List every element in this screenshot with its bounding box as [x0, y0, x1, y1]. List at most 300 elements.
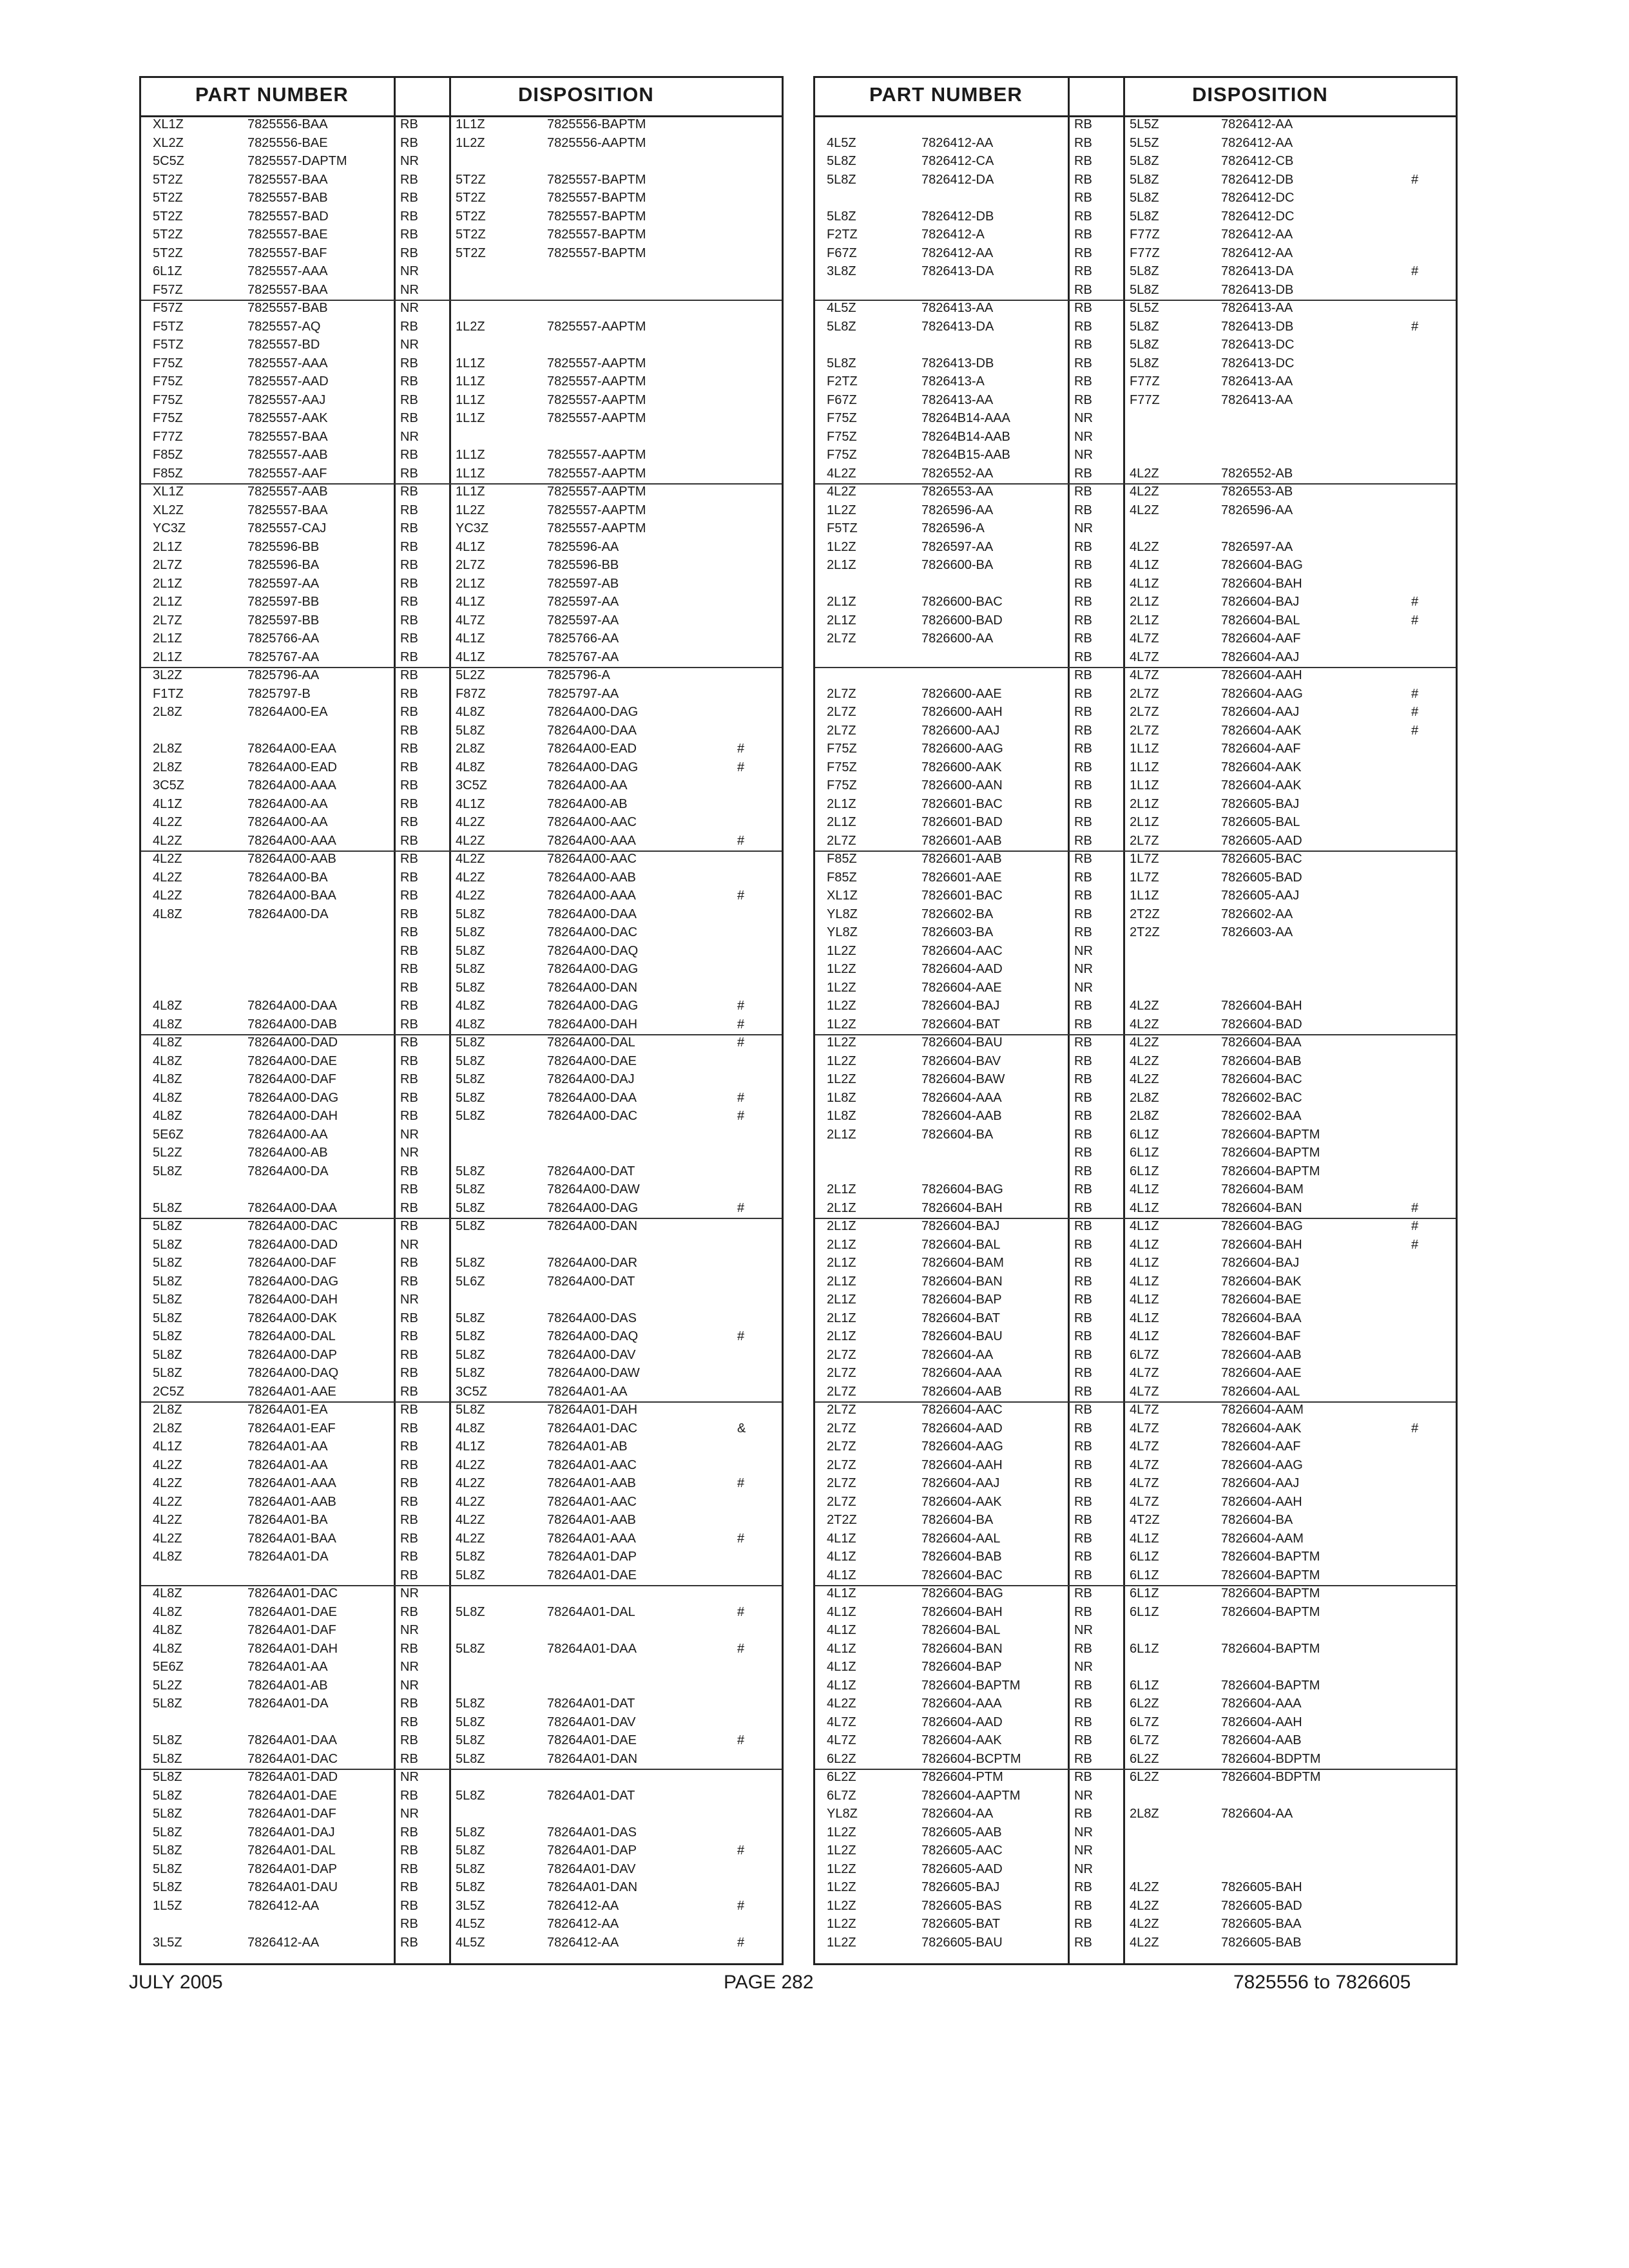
new-prefix-cell: 5L8Z: [456, 1843, 485, 1858]
code-cell: RB: [400, 907, 418, 921]
code-cell: RB: [1074, 319, 1092, 334]
part-number-cell: 7826597-AA: [921, 539, 994, 554]
table-row: [141, 1109, 782, 1124]
code-cell: RB: [400, 1715, 418, 1729]
part-number-cell: 7826604-AA: [921, 1807, 994, 1821]
new-prefix-cell: 3L5Z: [456, 1898, 485, 1913]
footer-date: JULY 2005: [129, 1972, 223, 1993]
new-part-number-cell: 7826605-BAB: [1221, 1935, 1302, 1950]
new-prefix-cell: 4L7Z: [1130, 668, 1159, 682]
part-number-cell: 78264A01-DAD: [247, 1770, 338, 1784]
note-cell: #: [1411, 172, 1419, 187]
new-prefix-cell: 4L2Z: [456, 1531, 485, 1546]
new-prefix-cell: 4L1Z: [456, 649, 485, 664]
footer-page-number: PAGE 282: [724, 1972, 814, 1993]
table-row: [815, 173, 1456, 187]
new-prefix-cell: 4L1Z: [1130, 1256, 1159, 1270]
new-part-number-cell: 7826604-AA: [1221, 1807, 1293, 1821]
new-prefix-cell: 2L7Z: [1130, 723, 1159, 738]
new-part-number-cell: 7826604-BAG: [1221, 558, 1303, 572]
code-cell: RB: [400, 227, 418, 242]
part-number-cell: 7825767-AA: [247, 649, 320, 664]
new-prefix-cell: 5L8Z: [456, 723, 485, 738]
new-prefix-cell: 5L8Z: [456, 1604, 485, 1619]
part-number-cell: 7825597-BB: [247, 595, 320, 609]
table-row: [141, 1035, 782, 1050]
part-number-cell: 7825557-BAB: [247, 191, 328, 205]
part-number-cell: 7826604-AAG: [921, 1439, 1003, 1454]
note-cell: #: [1411, 264, 1419, 278]
new-part-number-cell: 7826412-DB: [1221, 172, 1294, 187]
prefix-cell: F1TZ: [153, 686, 184, 701]
part-number-cell: 7826604-AAD: [921, 962, 1003, 976]
note-cell: #: [1411, 613, 1419, 628]
new-prefix-cell: 4L2Z: [1130, 1072, 1159, 1086]
prefix-cell: 1L2Z: [827, 503, 856, 517]
new-part-number-cell: 7826412-AA: [1221, 245, 1293, 260]
code-cell: NR: [1074, 1861, 1093, 1876]
new-part-number-cell: 7826604-BAH: [1221, 999, 1302, 1013]
code-cell: RB: [1074, 1164, 1092, 1178]
prefix-cell: F5TZ: [153, 338, 184, 352]
new-part-number-cell: 78264A00-DAA: [547, 723, 637, 738]
new-prefix-cell: 4L7Z: [1130, 1457, 1159, 1472]
part-number-cell: 7826412-DA: [921, 172, 994, 187]
new-part-number-cell: 7826604-BAA: [1221, 1035, 1302, 1050]
code-cell: RB: [400, 558, 418, 572]
new-prefix-cell: 5L8Z: [456, 1109, 485, 1123]
table-row: [141, 1825, 782, 1840]
new-part-number-cell: 7826605-AAJ: [1221, 889, 1300, 903]
prefix-cell: 4L1Z: [827, 1623, 856, 1637]
new-prefix-cell: 6L1Z: [1130, 1586, 1159, 1600]
new-part-number-cell: 7826604-BAH: [1221, 576, 1302, 591]
part-number-cell: 7825557-BAF: [247, 245, 327, 260]
new-prefix-cell: 4L5Z: [456, 1917, 485, 1931]
table-row: [815, 1899, 1456, 1914]
code-cell: RB: [1074, 503, 1092, 517]
note-cell: #: [737, 1200, 745, 1215]
table-row: [141, 1072, 782, 1087]
code-cell: RB: [400, 742, 418, 756]
code-cell: RB: [400, 1329, 418, 1343]
table-row: [141, 1623, 782, 1638]
table-row: [141, 1329, 782, 1344]
new-prefix-cell: 2T2Z: [1130, 907, 1160, 921]
new-prefix-cell: 6L1Z: [1130, 1164, 1159, 1178]
new-prefix-cell: 1L1Z: [456, 356, 485, 370]
table-row: [815, 650, 1456, 665]
code-cell: NR: [400, 1237, 419, 1252]
new-part-number-cell: 78264A01-DAV: [547, 1861, 636, 1876]
prefix-cell: 1L2Z: [827, 1861, 856, 1876]
new-prefix-cell: 5L8Z: [456, 1788, 485, 1803]
part-number-cell: 7825557-BD: [247, 338, 320, 352]
table-row: [141, 815, 782, 830]
code-cell: NR: [1074, 1660, 1093, 1674]
new-part-number-cell: 7826604-AAM: [1221, 1403, 1304, 1417]
code-cell: RB: [1074, 1733, 1092, 1747]
prefix-cell: YL8Z: [827, 907, 858, 921]
code-cell: RB: [1074, 1494, 1092, 1509]
code-cell: RB: [400, 576, 418, 591]
part-number-cell: 7825557-AAB: [247, 448, 328, 462]
new-part-number-cell: 78264A00-DAQ: [547, 1329, 639, 1343]
table-row: [141, 668, 782, 683]
code-cell: NR: [1074, 521, 1093, 535]
prefix-cell: F67Z: [827, 392, 857, 407]
prefix-cell: 4L1Z: [827, 1641, 856, 1656]
prefix-cell: 1L2Z: [827, 1898, 856, 1913]
note-cell: #: [737, 742, 745, 756]
new-part-number-cell: 78264A00-AAC: [547, 815, 637, 829]
new-prefix-cell: 4L1Z: [1130, 1329, 1159, 1343]
new-prefix-cell: 4L1Z: [456, 539, 485, 554]
table-row: [141, 338, 782, 352]
part-number-cell: 78264A01-DA: [247, 1696, 329, 1711]
table-row: [815, 356, 1456, 371]
part-number-cell: 7826604-AAL: [921, 1531, 1001, 1546]
part-number-cell: 78264B15-AAB: [921, 448, 1010, 462]
table-row: [815, 1238, 1456, 1253]
new-part-number-cell: 7826604-AAE: [1221, 1366, 1302, 1380]
table-row: [815, 374, 1456, 389]
code-cell: RB: [1074, 907, 1092, 921]
prefix-cell: XL2Z: [153, 503, 184, 517]
prefix-cell: 1L2Z: [827, 1880, 856, 1894]
table-row: [815, 466, 1456, 481]
note-cell: #: [737, 1604, 745, 1619]
prefix-cell: F85Z: [827, 870, 857, 885]
new-part-number-cell: 7826412-AA: [1221, 227, 1293, 242]
new-prefix-cell: 4L1Z: [1130, 1274, 1159, 1289]
prefix-cell: F85Z: [827, 852, 857, 866]
prefix-cell: 4L8Z: [153, 1604, 182, 1619]
code-cell: RB: [400, 889, 418, 903]
new-part-number-cell: 7826412-CB: [1221, 154, 1294, 168]
new-part-number-cell: 78264A00-DAG: [547, 705, 639, 719]
prefix-cell: 4L8Z: [153, 1017, 182, 1032]
prefix-cell: 2L7Z: [153, 613, 182, 628]
table-row: [815, 521, 1456, 536]
prefix-cell: 2L1Z: [827, 796, 856, 811]
new-prefix-cell: 1L1Z: [456, 485, 485, 499]
code-cell: RB: [400, 245, 418, 260]
code-cell: RB: [400, 649, 418, 664]
new-prefix-cell: 6L1Z: [1130, 1604, 1159, 1619]
table-row: [815, 962, 1456, 977]
table-row: [815, 1348, 1456, 1363]
new-part-number-cell: 7826604-AAF: [1221, 1439, 1301, 1454]
new-part-number-cell: 7826604-BAPTM: [1221, 1164, 1320, 1178]
table-row: [141, 1476, 782, 1491]
new-prefix-cell: 5L8Z: [456, 1696, 485, 1711]
part-number-cell: 7826604-BAU: [921, 1035, 1003, 1050]
new-part-number-cell: 78264A00-AAA: [547, 833, 636, 848]
part-number-cell: 7826604-BAB: [921, 1550, 1002, 1564]
code-cell: RB: [1074, 1109, 1092, 1123]
code-cell: RB: [400, 723, 418, 738]
prefix-cell: YL8Z: [827, 925, 858, 939]
code-cell: RB: [1074, 1568, 1092, 1582]
prefix-cell: 2L7Z: [827, 705, 856, 719]
prefix-cell: 2L7Z: [153, 558, 182, 572]
part-number-cell: 7826604-BA: [921, 1127, 994, 1142]
new-prefix-cell: 4L8Z: [456, 1421, 485, 1436]
code-cell: RB: [1074, 1200, 1092, 1215]
table-row: [141, 503, 782, 518]
code-cell: RB: [1074, 1935, 1092, 1950]
part-number-cell: 7826604-BAL: [921, 1623, 1001, 1637]
code-cell: RB: [1074, 1256, 1092, 1270]
prefix-cell: 2T2Z: [827, 1513, 857, 1527]
part-number-cell: 78264A00-AB: [247, 1146, 328, 1160]
part-number-cell: 78264A01-DAC: [247, 1751, 338, 1766]
new-prefix-cell: 4L2Z: [1130, 1053, 1159, 1068]
new-part-number-cell: 7826604-AAG: [1221, 1457, 1303, 1472]
part-number-cell: 78264A00-DAL: [247, 1329, 336, 1343]
part-number-cell: 7826604-AAD: [921, 1715, 1003, 1729]
new-prefix-cell: 6L2Z: [1130, 1696, 1159, 1711]
table-row: [815, 320, 1456, 334]
table-row: [815, 540, 1456, 555]
code-cell: RB: [1074, 686, 1092, 701]
code-cell: NR: [400, 1678, 419, 1693]
prefix-cell: 2L1Z: [153, 539, 182, 554]
table-row: [815, 1807, 1456, 1821]
new-prefix-cell: 1L2Z: [456, 319, 485, 334]
new-part-number-cell: 7826604-BA: [1221, 1513, 1293, 1527]
part-number-cell: 7826600-BAC: [921, 595, 1003, 609]
prefix-cell: 2L1Z: [827, 1200, 856, 1215]
new-part-number-cell: 78264A01-AAC: [547, 1457, 637, 1472]
table-row: [815, 1586, 1456, 1601]
table-row: [815, 1532, 1456, 1546]
new-part-number-cell: 78264A00-DAN: [547, 980, 638, 995]
code-cell: RB: [1074, 338, 1092, 352]
note-cell: #: [1411, 1200, 1419, 1215]
table-row: [815, 1623, 1456, 1638]
table-row: [815, 1495, 1456, 1510]
part-number-cell: 7826604-BAT: [921, 1311, 1000, 1325]
code-cell: RB: [400, 319, 418, 334]
table-row: [141, 1311, 782, 1326]
code-cell: RB: [1074, 227, 1092, 242]
note-cell: #: [737, 1898, 745, 1913]
prefix-cell: F77Z: [153, 429, 183, 444]
code-cell: NR: [400, 1127, 419, 1142]
table-row: [815, 705, 1456, 720]
new-prefix-cell: 4L2Z: [1130, 485, 1159, 499]
code-cell: NR: [400, 1146, 419, 1160]
prefix-cell: 4L1Z: [827, 1586, 856, 1600]
part-number-cell: 7826604-BAG: [921, 1182, 1003, 1196]
code-cell: RB: [1074, 778, 1092, 793]
prefix-cell: 4L8Z: [153, 1641, 182, 1656]
part-number-cell: 78264A00-DAP: [247, 1347, 337, 1362]
part-number-cell: 7826604-AAA: [921, 1696, 1002, 1711]
prefix-cell: 2L1Z: [827, 1329, 856, 1343]
code-cell: RB: [1074, 1807, 1092, 1821]
part-number-cell: 7826600-AAH: [921, 705, 1003, 719]
part-number-cell: 78264A01-DAU: [247, 1880, 338, 1894]
code-cell: RB: [400, 411, 418, 425]
part-number-cell: 78264A00-DAD: [247, 1237, 338, 1252]
prefix-cell: F75Z: [827, 778, 857, 793]
prefix-cell: 5L8Z: [827, 172, 856, 187]
new-part-number-cell: 7826596-AA: [1221, 503, 1293, 517]
prefix-cell: 5L8Z: [153, 1164, 182, 1178]
prefix-cell: 1L2Z: [827, 1017, 856, 1032]
new-prefix-cell: 5L8Z: [456, 1751, 485, 1766]
code-cell: RB: [400, 686, 418, 701]
part-number-cell: 7826604-BAP: [921, 1660, 1002, 1674]
table-row: [141, 778, 782, 793]
code-cell: RB: [400, 943, 418, 958]
table-row: [141, 374, 782, 389]
new-part-number-cell: 7826597-AA: [1221, 539, 1293, 554]
code-cell: RB: [1074, 154, 1092, 168]
new-prefix-cell: 6L1Z: [1130, 1550, 1159, 1564]
new-prefix-cell: 5L8Z: [456, 980, 485, 995]
part-number-cell: 7826604-BAN: [921, 1274, 1003, 1289]
table-row: [141, 889, 782, 903]
table-row: [141, 1605, 782, 1620]
new-part-number-cell: 7826604-AAL: [1221, 1384, 1300, 1399]
new-part-number-cell: 7826604-AAJ: [1221, 649, 1300, 664]
code-cell: RB: [400, 539, 418, 554]
code-cell: NR: [400, 154, 419, 168]
table-row: [815, 1936, 1456, 1950]
new-prefix-cell: 5L8Z: [456, 1880, 485, 1894]
part-number-cell: 7826604-BAU: [921, 1329, 1003, 1343]
note-cell: &: [737, 1421, 746, 1436]
new-part-number-cell: 7826605-BAD: [1221, 1898, 1302, 1913]
code-cell: RB: [1074, 1146, 1092, 1160]
new-part-number-cell: 7826605-BAA: [1221, 1917, 1302, 1931]
prefix-cell: 5L2Z: [153, 1146, 182, 1160]
new-part-number-cell: 78264A00-DAN: [547, 1219, 638, 1233]
prefix-cell: 4L1Z: [153, 796, 182, 811]
note-cell: #: [737, 1017, 745, 1032]
table-row: [815, 264, 1456, 279]
table-row: [141, 1385, 782, 1399]
code-cell: RB: [1074, 1311, 1092, 1325]
prefix-cell: 1L2Z: [827, 943, 856, 958]
table-row: [815, 1825, 1456, 1840]
part-number-cell: 78264A00-AAA: [247, 833, 336, 848]
new-part-number-cell: 7826604-BAG: [1221, 1219, 1303, 1233]
prefix-cell: F75Z: [827, 448, 857, 462]
prefix-cell: 4L8Z: [153, 1035, 182, 1050]
table-row: [815, 338, 1456, 352]
code-cell: RB: [1074, 1439, 1092, 1454]
prefix-cell: 4L2Z: [153, 1513, 182, 1527]
part-number-cell: 7826413-DA: [921, 319, 994, 334]
part-number-cell: 7826604-AAD: [921, 1421, 1003, 1436]
table-row: [141, 540, 782, 555]
part-number-cell: 78264A00-DAF: [247, 1072, 336, 1086]
part-number-cell: 7826604-AAK: [921, 1494, 1002, 1509]
prefix-cell: 2L1Z: [827, 595, 856, 609]
table-row: [815, 1568, 1456, 1583]
code-cell: RB: [400, 1347, 418, 1362]
note-cell: #: [737, 1329, 745, 1343]
part-number-cell: 7826604-AAB: [921, 1384, 1002, 1399]
new-part-number-cell: 7826412-AA: [547, 1935, 619, 1950]
code-cell: NR: [1074, 1623, 1093, 1637]
prefix-cell: 2L1Z: [827, 1256, 856, 1270]
code-cell: RB: [1074, 264, 1092, 278]
code-cell: NR: [1074, 962, 1093, 976]
part-number-cell: 7826604-AAC: [921, 1403, 1003, 1417]
code-cell: NR: [400, 429, 419, 444]
part-number-cell: 78264A01-AA: [247, 1439, 328, 1454]
code-cell: RB: [400, 1935, 418, 1950]
new-prefix-cell: 1L7Z: [1130, 870, 1159, 885]
new-prefix-cell: 2L1Z: [1130, 595, 1159, 609]
code-cell: RB: [400, 1476, 418, 1490]
new-part-number-cell: 78264A00-DAT: [547, 1164, 635, 1178]
new-prefix-cell: 5L6Z: [456, 1274, 485, 1289]
note-cell: #: [737, 999, 745, 1013]
table-row: [141, 393, 782, 408]
note-cell: #: [1411, 705, 1419, 719]
prefix-cell: 2L1Z: [827, 558, 856, 572]
table-row: [141, 1678, 782, 1693]
table-row: [141, 1201, 782, 1216]
new-prefix-cell: 1L1Z: [456, 448, 485, 462]
table-row: [141, 705, 782, 720]
prefix-cell: 4L2Z: [153, 870, 182, 885]
new-part-number-cell: 7826602-BAC: [1221, 1090, 1302, 1105]
part-number-cell: 78264A01-BA: [247, 1513, 328, 1527]
table-row: [141, 154, 782, 169]
new-part-number-cell: 7826604-AAF: [1221, 742, 1301, 756]
part-number-cell: 7826412-AA: [921, 245, 994, 260]
part-number-cell: 78264A00-DAA: [247, 999, 337, 1013]
prefix-cell: 2L1Z: [827, 1127, 856, 1142]
part-number-cell: 7826412-DB: [921, 209, 994, 224]
new-part-number-cell: 7825597-AB: [547, 576, 619, 591]
table-row: [815, 944, 1456, 959]
new-prefix-cell: 2T2Z: [1130, 925, 1160, 939]
code-cell: RB: [1074, 1604, 1092, 1619]
part-number-cell: 7826604-BA: [921, 1513, 994, 1527]
part-number-cell: 78264A00-DA: [247, 907, 329, 921]
part-number-cell: 7826605-BAU: [921, 1935, 1003, 1950]
code-cell: RB: [400, 1035, 418, 1050]
prefix-cell: 5T2Z: [153, 191, 183, 205]
code-cell: RB: [1074, 1696, 1092, 1711]
new-part-number-cell: 7826604-AAH: [1221, 668, 1302, 682]
prefix-cell: F85Z: [153, 466, 183, 481]
part-number-cell: 7826600-AA: [921, 631, 994, 646]
new-part-number-cell: 7826553-AB: [1221, 485, 1293, 499]
new-part-number-cell: 7826604-BAC: [1221, 1072, 1302, 1086]
code-cell: RB: [400, 925, 418, 939]
prefix-cell: 6L1Z: [153, 264, 182, 278]
new-prefix-cell: 4L1Z: [1130, 576, 1159, 591]
part-number-cell: 7826603-BA: [921, 925, 994, 939]
new-prefix-cell: 5L8Z: [456, 1568, 485, 1582]
new-prefix-cell: 5T2Z: [456, 209, 486, 224]
table-row: [815, 411, 1456, 426]
prefix-cell: 5L8Z: [153, 1843, 182, 1858]
prefix-cell: 5L8Z: [153, 1219, 182, 1233]
prefix-cell: F75Z: [153, 356, 183, 370]
table-row: [141, 1899, 782, 1914]
